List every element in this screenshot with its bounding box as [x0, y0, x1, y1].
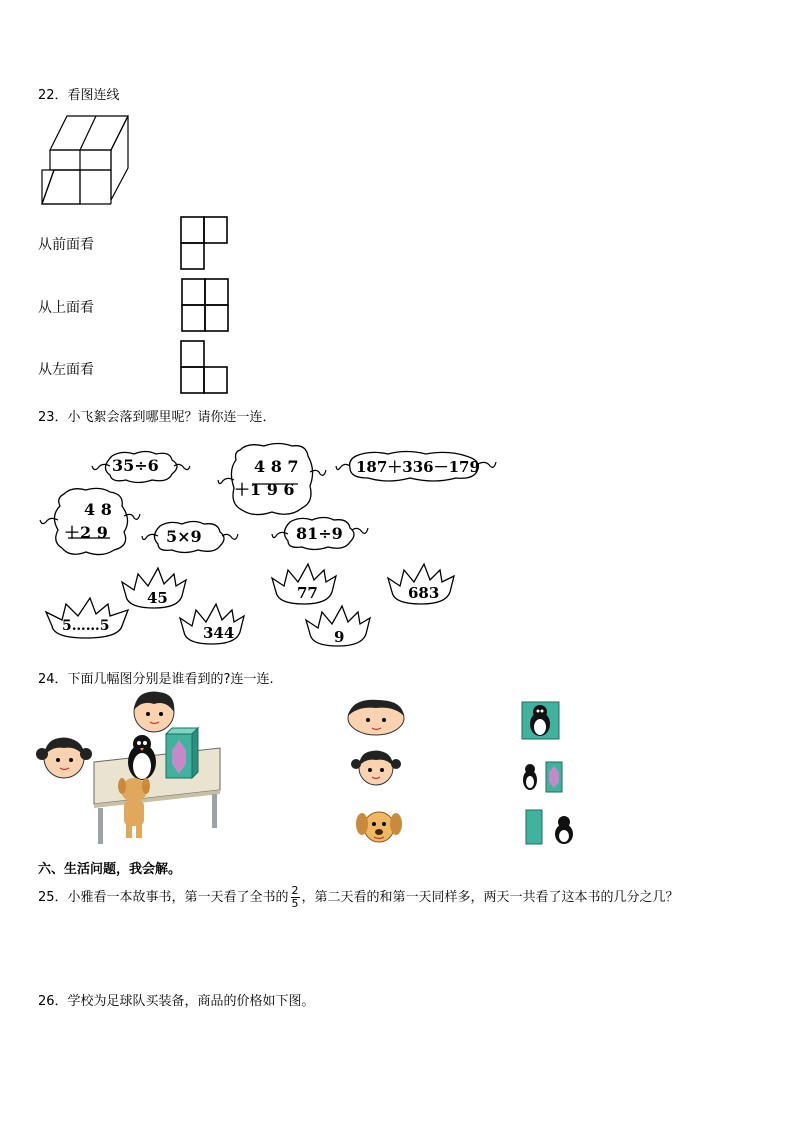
dog-head[interactable]: [356, 806, 402, 846]
q22-block-figure: [40, 112, 130, 207]
grass-label-5r5: 5……5: [62, 618, 110, 634]
grass-label-77: 77: [297, 584, 318, 602]
view-shape-c[interactable]: [180, 340, 228, 394]
q23-title: 23．小飞絮会落到哪里呢？请你连一连．: [38, 410, 276, 425]
grass-label-344: 344: [203, 624, 235, 642]
q25-frac-den: 5: [291, 897, 299, 910]
cloud-label-2b: ＋1 9 6: [234, 480, 295, 499]
q26-title: 26．学校为足球队买装备，商品的价格如下图。: [38, 994, 315, 1009]
view-shape-b[interactable]: [181, 278, 229, 332]
q25-prefix: 25．小雅看一本故事书，第一天看了全书的: [38, 890, 289, 905]
cloud-label-4b: ＋2 9: [64, 523, 108, 542]
cloud-label-1: 35÷6: [112, 456, 159, 475]
cloud-label-3: 187＋336－179: [356, 458, 480, 476]
view-label-left: 从左面看: [38, 362, 94, 378]
view-label-top: 从上面看: [38, 300, 94, 316]
section6-title: 六、生活问题，我会解。: [38, 862, 182, 877]
scene-illustration: [38, 690, 224, 848]
q25-suffix: ，第二天看的和第一天同样多，两天一共看了这本书的几分之几？: [301, 890, 679, 905]
view-label-front: 从前面看: [38, 237, 94, 253]
grass-label-45: 45: [147, 589, 168, 607]
boy-head[interactable]: [346, 698, 408, 738]
q24-title: 24．下面几幅图分别是谁看到的?连一连.: [38, 672, 274, 687]
cloud-label-2a: 4 8 7: [254, 457, 299, 476]
cloud-label-6: 81÷9: [296, 524, 343, 543]
q25-fraction: [291, 885, 300, 910]
view-penguin-box-side[interactable]: [520, 760, 568, 794]
cloud-label-4a: 4 8: [84, 500, 112, 519]
girl-head[interactable]: [348, 748, 404, 788]
q25-question: [38, 885, 679, 910]
view-box-penguin[interactable]: [524, 808, 582, 846]
view-shape-a[interactable]: [180, 216, 228, 270]
view-penguin-front[interactable]: [522, 702, 560, 740]
grass-label-683: 683: [408, 584, 440, 602]
q25-frac-num: 2: [291, 884, 299, 897]
q22-title: 22．看图连线: [38, 88, 120, 103]
cloud-label-5: 5×9: [166, 527, 202, 546]
grass-label-9: 9: [334, 628, 345, 646]
